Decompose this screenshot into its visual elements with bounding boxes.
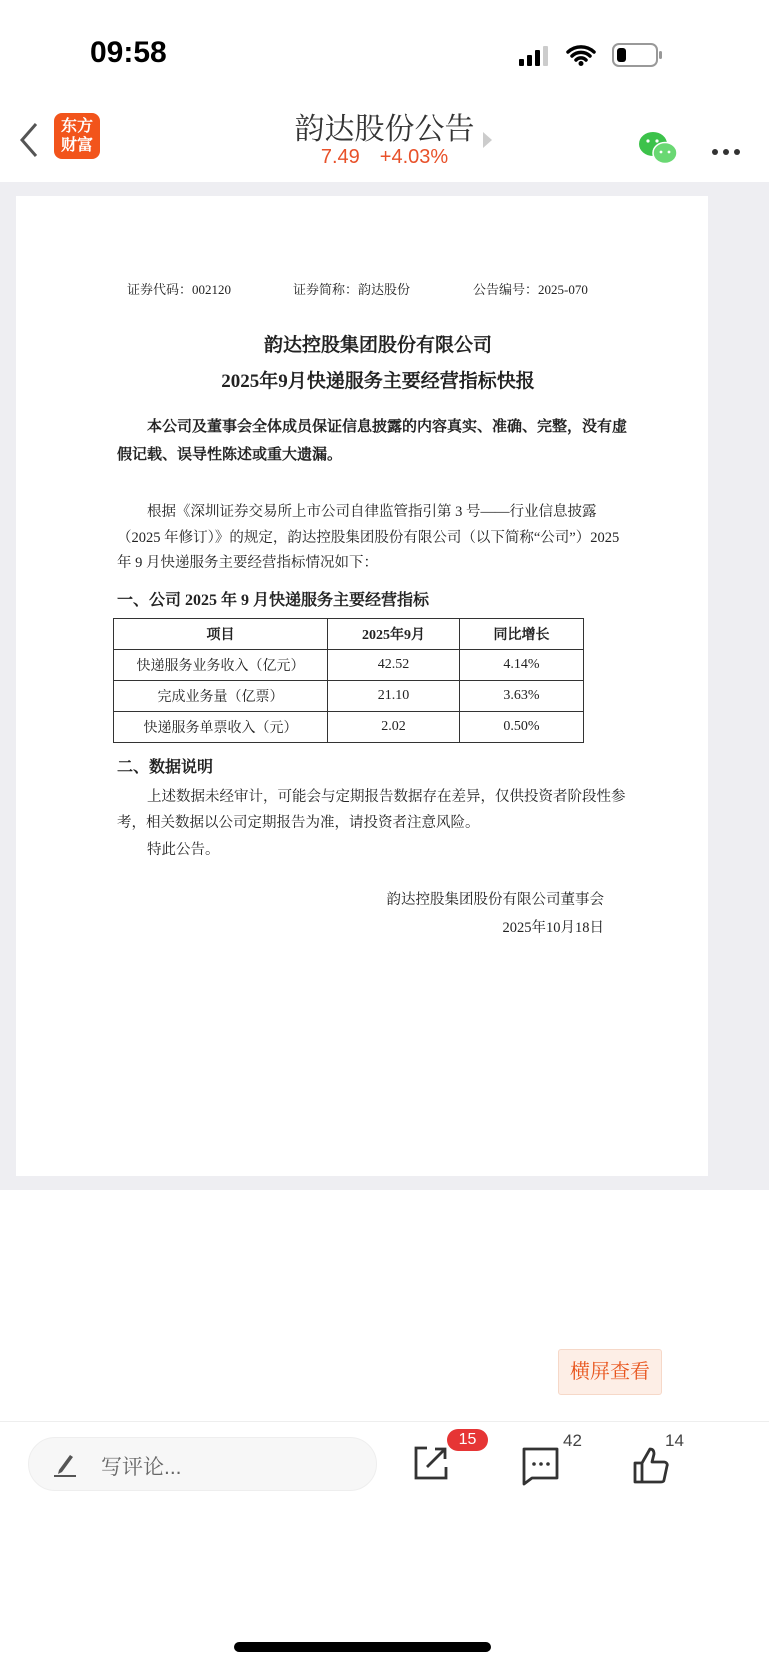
table-cell: 0.50% [460, 712, 584, 743]
share-button[interactable] [413, 1445, 449, 1486]
notice-number: 公告编号：2025-070 [473, 282, 588, 297]
note-line: 上述数据未经审计，可能会与定期报告数据存在差异，仅供投资者阶段性参 [147, 789, 626, 805]
intro-line: 年 9 月快递服务主要经营指标情况如下： [117, 555, 378, 571]
note-line: 考，相关数据以公司定期报告为准，请投资者注意风险。 [117, 815, 480, 831]
table-row [114, 681, 584, 712]
table-cell: 快递服务单票收入（元） [114, 712, 328, 743]
metrics-table [113, 618, 584, 743]
table-cell: 完成业务量（亿票） [114, 681, 328, 712]
stock-price: 7.49 [320, 146, 360, 168]
battery-icon [612, 43, 664, 72]
table-row [114, 712, 584, 743]
table-cell: 2.02 [328, 712, 460, 743]
comment-button[interactable] [522, 1447, 560, 1492]
like-button[interactable] [632, 1446, 672, 1491]
table-header: 项目 [114, 619, 328, 650]
page-title: 韵达股份公告 [294, 113, 475, 146]
table-cell: 42.52 [328, 650, 460, 681]
section-heading: 二、数据说明 [117, 759, 214, 776]
wifi-icon [566, 44, 596, 71]
pencil-icon [53, 1452, 77, 1483]
logo-text: 东方 [60, 118, 93, 135]
intro-line: （2025 年修订）》的规定，韵达控股集团股份有限公司（以下简称“公司”）2025 [117, 530, 620, 546]
table-cell: 4.14% [460, 650, 584, 681]
like-count: 14 [665, 1431, 684, 1450]
statement-line: 本公司及董事会全体成员保证信息披露的内容真实、准确、完整，没有虚 [147, 419, 628, 435]
table-cell: 21.10 [328, 681, 460, 712]
security-short-name: 证券简称：韵达股份 [293, 282, 411, 297]
table-header-row [114, 619, 584, 650]
table-cell: 快递服务业务收入（亿元） [114, 650, 328, 681]
section-heading: 一、公司 2025 年 9 月快递服务主要经营指标 [117, 592, 430, 609]
comment-count: 42 [563, 1431, 582, 1450]
date: 2025年10月18日 [502, 920, 604, 936]
table-header: 同比增长 [460, 619, 584, 650]
divider [0, 1421, 769, 1422]
document-title: 韵达控股集团股份有限公司 [263, 335, 492, 356]
statement-line: 假记载、误导性陈述或重大遗漏。 [117, 447, 343, 463]
logo-text: 财富 [60, 137, 93, 154]
intro-line: 根据《深圳证券交易所上市公司自律监管指引第 3 号——行业信息披露 [147, 504, 597, 520]
share-count-badge: 15 [447, 1429, 488, 1451]
table-header: 2025年9月 [328, 619, 460, 650]
table-row [114, 650, 584, 681]
comment-input[interactable] [28, 1437, 377, 1491]
home-indicator [234, 1642, 491, 1652]
security-code: 证券代码：002120 [127, 282, 232, 297]
landscape-view-button[interactable]: 横屏查看 [558, 1349, 662, 1395]
document-subtitle: 2025年9月快递服务主要经营指标快报 [221, 371, 535, 392]
signal-icon [519, 46, 553, 66]
status-time: 09:58 [90, 36, 167, 69]
more-icon[interactable] [711, 143, 741, 161]
wechat-share-icon[interactable] [638, 130, 680, 171]
signature: 韵达控股集团股份有限公司董事会 [386, 892, 604, 908]
comment-placeholder: 写评论... [101, 1456, 182, 1479]
table-cell: 3.63% [460, 681, 584, 712]
stock-change: +4.03% [379, 146, 449, 168]
note-line: 特此公告。 [147, 842, 220, 858]
